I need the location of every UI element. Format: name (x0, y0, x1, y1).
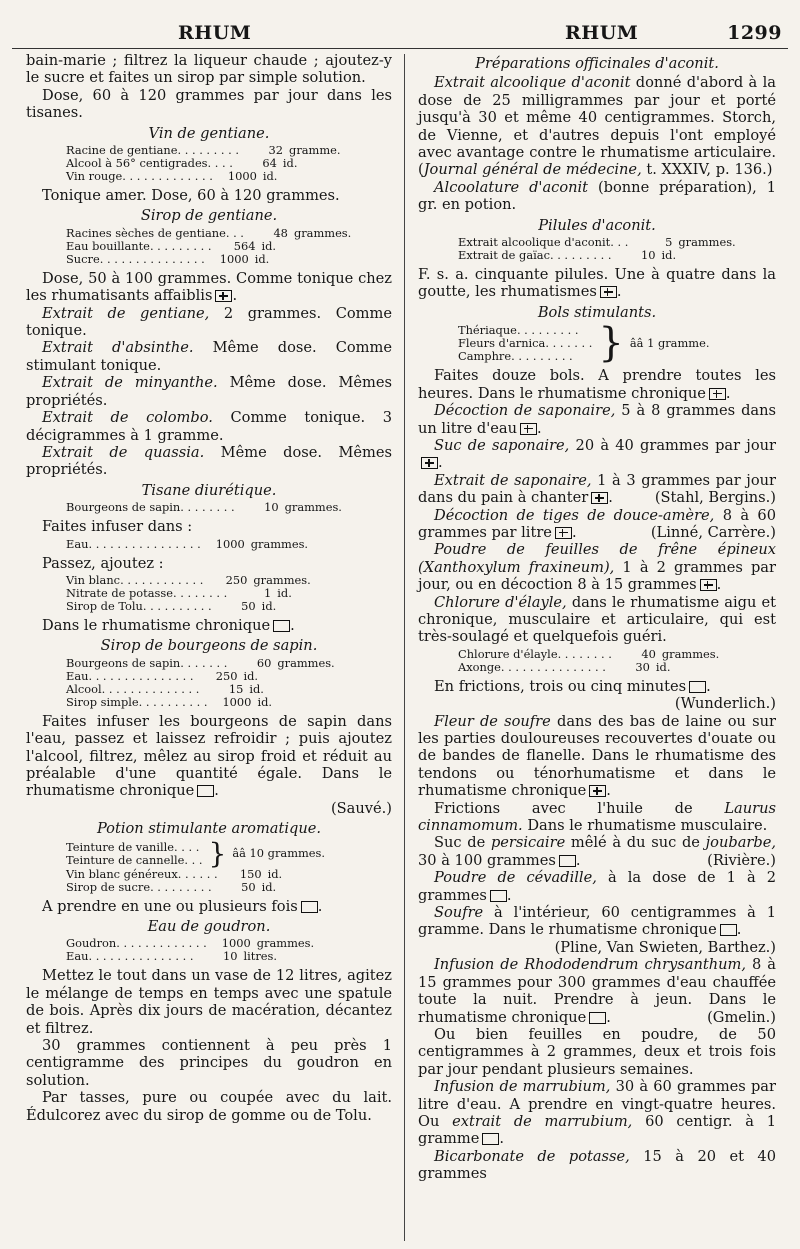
ingredient-name: Racines sèches de gentiane (66, 225, 226, 240)
ingredient-name: Extrait alcoolique d'aconit (458, 235, 611, 250)
recipe-eau (66, 538, 392, 551)
paragraph-text: 30 à 60 grammes par litre d'eau. A prendre en vingt-quatre heures. Ou (418, 1078, 776, 1130)
leader-dots: . . . . . . . . . . (138, 694, 208, 709)
leader-dots: . . . . . . . . . (150, 879, 212, 894)
paragraph: Faites infuser dans : (42, 518, 193, 536)
brace-glyph: } (598, 320, 624, 367)
recipe-pilules (458, 236, 776, 262)
empty-box-icon (720, 924, 737, 936)
paragraph (26, 444, 392, 479)
ingredient-quantity: 250 (215, 668, 238, 683)
recipe-vin-gentiane (66, 144, 392, 183)
paragraph: Suc de persicaire mêlé à du suc de joubarbe, 30 à 100 grammes . (Rivière.) (418, 834, 776, 869)
citation: (Gmelin.) (707, 1008, 776, 1026)
drug-name: Décoction de saponaire, (434, 402, 616, 420)
brace-quantity: ââ 1 gramme. (629, 335, 710, 350)
paragraph-text: (bonne préparation), 1 gr. en potion. (418, 178, 777, 214)
drug-name: Poudre de cévadille, (434, 869, 597, 887)
leader-dots: . . . . . . . . . (177, 143, 240, 158)
citation: (Linné, Carrère.) (650, 523, 776, 541)
paragraph: Tonique amer. Dose, 60 à 120 grammes. (42, 187, 340, 205)
ingredient-name: Chlorure d'élayle (458, 646, 558, 661)
plus-box-icon (700, 579, 717, 591)
leader-dots: . . . . . . . . . . . . . . . (500, 659, 606, 674)
ingredient-name: Eau (66, 536, 89, 551)
ingredient-unit: id. (257, 694, 272, 709)
recipe-heading: Eau de goudron. (147, 918, 271, 935)
leader-dots: . . . (184, 852, 203, 867)
left-column (26, 52, 392, 1124)
paragraph: Infusion de Rhododendrum chrysanthum, 8 à 15 grammes pour 300 grammes d'eau chauffée toute la nuit. Prendre à jeun. Dans le rhumatisme chronique . (Gmelin.) (418, 956, 777, 1026)
drug-name: Extrait d'absinthe. (42, 339, 194, 357)
paragraph-text: F. s. a. cinquante pilules. Une à quatre dans la goutte, les rhumatismes (418, 266, 776, 301)
leader-dots: . . . . . . . . (172, 585, 228, 600)
leader-dots: . . . . . . . . (557, 646, 612, 661)
drug-name: Poudre de feuilles de frêne épineux (Xanthoxylum fraxineum), (418, 541, 776, 576)
ingredient-row (458, 249, 776, 262)
paragraph-text: A prendre en une ou plusieurs fois (42, 897, 298, 915)
plus-box-icon (600, 286, 617, 298)
paragraph: Dans le rhumatisme chronique . (42, 616, 295, 634)
paragraph-text: Dans le rhumatisme chronique (42, 616, 271, 634)
recipe-heading: Tisane diurétique. (141, 481, 277, 499)
leader-dots: . . . (610, 235, 629, 250)
leader-dots: . . . . . . . . . . . . . . (101, 681, 200, 696)
ingredient-quantity: 1000 (227, 169, 257, 184)
paragraph-text: donné d'abord à la dose de 25 milligrammes par jour et porté jusqu'à 30 et même 40 centigrammes. Storch, de Vienne, et d'autres depuis l'ont employé avec avantage contre le rhumatisme articulaire. ( (418, 74, 776, 179)
paragraph: Passez, ajoutez : (42, 554, 164, 572)
ingredient-quantity: 5 (665, 235, 673, 250)
citation: (Wunderlich.) (674, 695, 776, 713)
citation: (Rivière.) (707, 851, 776, 869)
ingredient-quantity: 15 (228, 681, 244, 696)
ingredient-quantity: 1000 (221, 936, 251, 951)
ingredient-name: Sirop de Tolu (66, 598, 143, 613)
paragraph-text: Comme tonique. 3 décigrammes à 1 gramme. (26, 409, 392, 444)
ingredient-unit: grammes. (256, 936, 315, 951)
drug-name: Extrait alcoolique d'aconit (434, 74, 631, 92)
ingredient-name: Fleurs d'arnica (458, 335, 546, 350)
ingredient-name: Sucre (66, 251, 100, 266)
ingredient-row (458, 350, 592, 363)
drug-name: persicaire (490, 834, 566, 852)
drug-name: Infusion de marrubium, (434, 1078, 611, 1096)
recipe-heading: Vin de gentiane. (148, 124, 270, 142)
ingredient-row (66, 657, 392, 670)
ingredient-quantity: 10 (222, 949, 238, 964)
leader-dots: . . . . . . . . . (516, 322, 579, 337)
paragraph: En frictions, trois ou cinq minutes . (434, 677, 711, 695)
leader-dots: . . . . . . . . . . (142, 598, 212, 613)
ingredient-name: Sirop simple (66, 694, 139, 709)
ingredient-quantity: 10 (264, 500, 279, 515)
ingredient-unit: grammes. (293, 225, 352, 240)
paragraph: A prendre en une ou plusieurs fois . (42, 897, 323, 915)
drug-name: Laurus cinnamomum. (418, 799, 776, 835)
ingredient-unit: id. (249, 681, 264, 696)
recipe-eau-goudron (66, 937, 392, 963)
ingredient-row (66, 538, 392, 551)
leader-dots: . . . . . . . . (180, 500, 235, 515)
ingredient-unit: id. (243, 668, 259, 683)
paragraph: Faites infuser les bourgeons de sapin dans l'eau, passez et laissez refroidir ; puis ajoutez l'alcool, filtrez, mêlez au sirop froid et réduit au préalable d'une quantité égale. Dans le rhumatisme chronique . (26, 712, 392, 800)
paragraph-text: Dose, 50 à 100 grammes. Comme tonique chez les rhumatisants affaiblis (26, 269, 392, 305)
paragraph: F. s. a. cinquante pilules. Une à quatre dans la goutte, les rhumatismes . (418, 266, 776, 301)
leader-dots: . . . . . . . . . . . . . . . (88, 668, 194, 683)
paragraph: Poudre de feuilles de frêne épineux (Xanthoxylum fraxineum), 1 à 2 grammes par jour, ou en décoction 8 à 15 grammes . (418, 541, 776, 594)
paragraph-text: t. XXXIV, p. 136.) (641, 161, 773, 179)
recipe-sirop-gentiane (66, 227, 392, 266)
plus-box-icon (591, 492, 608, 504)
plus-box-icon (589, 785, 606, 797)
paragraph-text: Frictions avec l'huile de (434, 799, 725, 817)
paragraph: Infusion de marrubium, 30 à 60 grammes par litre d'eau. A prendre en vingt-quatre heures. Ou extrait de marrubium, 60 centigr. à 1 gramme . (418, 1078, 776, 1148)
ingredient-name: Eau bouillante (66, 238, 150, 253)
ingredient-quantity: 1000 (222, 694, 252, 709)
citation: (Sauvé.) (330, 799, 392, 817)
paragraph: Mettez le tout dans un vase de 12 litres, agitez le mélange de temps en temps avec une spatule de bois. Après dix jours de macération, décantez et filtrez. (26, 967, 392, 1037)
ingredient-name: Axonge (458, 659, 501, 674)
plus-box-icon (709, 388, 726, 400)
ingredient-row (66, 253, 392, 266)
empty-box-icon (482, 1133, 499, 1145)
leader-dots: . . . . . . . . . . . . . . . (88, 949, 194, 964)
paragraph: Extrait de saponaire, 1 à 3 grammes par jour dans du pain à chanter . (Stahl, Bergins.) (418, 471, 776, 507)
recipe-rows (66, 868, 392, 894)
empty-box-icon (589, 1012, 606, 1024)
paragraph: Poudre de cévadille, à la dose de 1 à 2 grammes . (418, 869, 777, 904)
paragraph-text: Faites infuser les bourgeons de sapin dans l'eau, passez et laissez refroidir ; puis ajoutez l'alcool, filtrez, mêlez au sirop froid et réduit au préalable d'une quantité égale. Dans le rhumatisme chronique (26, 712, 392, 800)
ingredient-unit: id. (261, 238, 277, 253)
leader-dots: . . . (225, 225, 244, 240)
paragraph (26, 339, 392, 374)
empty-box-icon (197, 785, 214, 797)
paragraph-text: 8 à 15 grammes pour 300 grammes d'eau chauffée toute la nuit. Prendre à jeun. Dans le rhumatisme chronique (418, 956, 777, 1026)
empty-box-icon (490, 890, 507, 902)
ingredient-name: Teinture de vanille (66, 839, 175, 854)
running-head-left: RHUM (178, 22, 252, 44)
page-number: 1299 (727, 22, 782, 44)
ingredient-name: Racine de gentiane (66, 143, 178, 158)
drug-name: Décoction de tiges de douce-amère, (434, 506, 715, 524)
ingredient-row (458, 648, 776, 661)
paragraph: Décoction de saponaire, 5 à 8 grammes dans un litre d'eau . (418, 402, 777, 437)
ingredient-quantity: 60 (256, 655, 272, 670)
ingredient-unit: id. (661, 248, 677, 263)
recipe-heading: Bols stimulants. (537, 303, 657, 321)
recipe-passez (66, 574, 392, 613)
ingredient-unit: id. (261, 598, 277, 613)
paragraph-text: à l'intérieur, 60 centigrammes à 1 gramme. Dans le rhumatisme chronique (418, 904, 776, 939)
paragraph-text: à la dose de 1 à 2 grammes (418, 869, 777, 904)
ingredient-name: Thériaque (458, 322, 517, 337)
drug-name: Chlorure d'élayle, (434, 593, 567, 611)
ingredient-unit: id. (282, 156, 298, 171)
ingredient-name: Nitrate de potasse (66, 585, 173, 600)
brace-group (458, 320, 776, 367)
ingredient-unit: grammes. (253, 572, 311, 587)
paragraph (418, 74, 776, 178)
paragraph: Fleur de soufre dans des bas de laine ou sur les parties douloureuses recouvertes d'ouate ou de bandes de flanelle. Dans le rhumatisme des tendons ou ténorhumatisme et dans le rhumatisme chronique . (418, 712, 776, 800)
journal-title: Journal général de médecine, (423, 161, 642, 179)
leader-dots: . . . . . . . . . . . . . . . (99, 251, 205, 266)
ingredient-quantity: 1 (264, 585, 272, 600)
paragraph (418, 594, 776, 646)
ingredient-row (66, 501, 392, 514)
paragraph-text: 1 à 2 grammes par jour, ou en décoction 8 à 15 grammes (418, 558, 776, 594)
recipe-bols (458, 320, 776, 367)
paragraph-text: Suc de (434, 834, 491, 852)
ingredient-unit: litres. (243, 949, 277, 964)
citation: (Pline, Van Swieten, Barthez.) (554, 938, 776, 956)
ingredient-name: Eau (66, 668, 89, 683)
paragraph-text: 1 à 3 grammes par jour dans du pain à chanter (418, 471, 776, 507)
paragraph-text: 5 à 8 grammes dans un litre d'eau (418, 402, 777, 437)
ingredient-name: Bourgeons de sapin (66, 655, 181, 670)
paragraph: Ou bien feuilles en poudre, de 50 centigrammes à 2 grammes, deux et trois fois par jour pendant plusieurs semaines. (418, 1025, 776, 1078)
paragraph-text: dans des bas de laine ou sur les parties douloureuses recouvertes d'ouate ou de bandes de flanelle. Dans le rhumatisme des tendons ou ténorhumatisme et dans le rhumatisme chronique (418, 712, 776, 800)
drug-name: Extrait de quassia. (42, 443, 205, 461)
drug-name: extrait de marrubium, (452, 1112, 633, 1130)
paragraph-text: Dans le rhumatisme musculaire. (522, 817, 768, 835)
drug-name: Extrait de colombo. (42, 409, 213, 427)
ingredient-quantity: 564 (233, 238, 256, 253)
recipe-tisane (66, 501, 392, 514)
ingredient-quantity: 150 (239, 866, 262, 881)
ingredient-name: Eau (66, 949, 89, 964)
paragraph (26, 409, 392, 444)
paragraph-text: Faites douze bols. A prendre toutes les heures. Dans le rhumatisme chronique (418, 367, 776, 402)
citation: (Stahl, Bergins.) (654, 489, 776, 507)
ingredient-unit: gramme. (289, 143, 341, 158)
column-divider (404, 54, 405, 1241)
recipe-heading: Sirop de gentiane. (140, 207, 278, 225)
paragraph (418, 1148, 776, 1183)
paragraph (26, 305, 392, 340)
ingredient-row (66, 696, 392, 709)
ingredient-unit: id. (267, 866, 283, 881)
plus-box-icon (520, 423, 537, 435)
paragraph: Décoction de tiges de douce-amère, 8 à 60 grammes par litre . (Linné, Carrère.) (418, 506, 776, 541)
leader-dots: . . . . (207, 156, 233, 171)
section-heading: Préparations officinales d'aconit. (475, 55, 719, 72)
brace-quantity: ââ 10 grammes. (232, 846, 326, 861)
drug-name: Extrait de minyanthe. (42, 374, 218, 392)
ingredient-quantity: 1000 (219, 251, 249, 266)
plus-box-icon (215, 290, 232, 302)
ingredient-quantity: 40 (641, 646, 656, 661)
drug-name: Extrait de saponaire, (434, 471, 592, 489)
ingredient-row (66, 950, 392, 963)
empty-box-icon (559, 855, 576, 867)
paragraph-text: 20 à 40 grammes par jour (569, 436, 776, 454)
paragraph-text: 2 grammes. Comme tonique. (26, 304, 392, 340)
drug-name: Bicarbonate de potasse, (434, 1147, 630, 1165)
ingredient-unit: id. (261, 879, 277, 894)
paragraph-text: 15 à 20 et 40 grammes (418, 1147, 776, 1183)
ingredient-quantity: 48 (273, 225, 288, 240)
ingredient-unit: id. (254, 251, 270, 266)
leader-dots: . . . . . . . . . (149, 238, 212, 253)
ingredient-quantity: 64 (262, 156, 277, 171)
paragraph: 30 grammes contiennent à peu près 1 centigramme des principes du goudron en solution. (26, 1037, 392, 1089)
ingredient-name: Extrait de gaïac (458, 248, 550, 263)
header-rule (12, 48, 788, 49)
leader-dots: . . . . . . . . . . . . . . . . (88, 536, 201, 551)
empty-box-icon (273, 620, 290, 632)
paragraph (418, 800, 776, 835)
ingredient-row (66, 881, 392, 894)
ingredient-name: Teinture de cannelle (66, 852, 185, 867)
paragraph-text: mêlé à du suc de (565, 834, 706, 852)
ingredient-row (66, 170, 392, 183)
paragraph: Dose, 60 à 120 grammes par jour dans les tisanes. (26, 86, 392, 122)
leader-dots: . . . . . . . (180, 655, 228, 670)
plus-box-icon (555, 527, 572, 539)
ingredient-quantity: 32 (268, 143, 284, 158)
paragraph-text: 30 à 100 grammes (418, 851, 556, 869)
plus-box-icon (421, 457, 438, 469)
ingredient-name: Vin blanc généreux (66, 866, 178, 881)
drug-name: Soufre (434, 904, 484, 922)
drug-name: Fleur de soufre (434, 712, 551, 730)
drug-name: Suc de saponaire, (434, 436, 570, 454)
leader-dots: . . . . . . . . . . . . . (116, 936, 207, 951)
ingredient-unit: id. (655, 659, 671, 674)
brace-glyph: } (208, 836, 227, 870)
leader-dots: . . . . . . . . . (549, 248, 612, 263)
ingredient-name: Alcool à 56° centigrades (66, 156, 208, 171)
ingredient-unit: grammes. (661, 646, 720, 661)
ingredient-quantity: 10 (641, 248, 656, 263)
paragraph: bain-marie ; filtrez la liqueur chaude ; ajoutez-y le sucre et faites un sirop par simple solution. (26, 52, 392, 87)
ingredient-name: Bourgeons de sapin (66, 500, 181, 515)
right-column (418, 52, 776, 1183)
leader-dots: . . . . . . . . . . . . . (122, 169, 213, 184)
ingredient-quantity: 30 (635, 659, 650, 674)
drug-name: joubarbe, (705, 834, 776, 852)
leader-dots: . . . . (174, 839, 200, 854)
empty-box-icon (689, 681, 706, 693)
leader-dots: . . . . . . (177, 866, 218, 881)
brace-group (66, 836, 392, 870)
recipe-potion (66, 836, 392, 894)
brace-items (458, 324, 592, 363)
ingredient-unit: id. (262, 169, 278, 184)
ingredient-name: Camphre (458, 348, 512, 363)
drug-name: Extrait de gentiane, (42, 304, 210, 322)
paragraph-text: 8 à 60 grammes par litre (418, 506, 776, 541)
paragraph: Faites douze bols. A prendre toutes les heures. Dans le rhumatisme chronique . (418, 367, 776, 402)
recipe-heading: Sirop de bourgeons de sapin. (100, 637, 318, 655)
recipe-heading: Pilules d'aconit. (538, 216, 656, 234)
ingredient-row (66, 600, 392, 613)
paragraph (418, 179, 776, 214)
ingredient-unit: id. (277, 585, 292, 600)
paragraph-text: Même dose. Comme stimulant tonique. (26, 339, 392, 374)
paragraph-text: dans le rhumatisme aigu et chronique, musculaire et articulaire, qui est très-soulagé et quelquefois guéri. (418, 593, 776, 646)
ingredient-quantity: 50 (241, 598, 256, 613)
drug-name: Alcoolature d'aconit (434, 178, 589, 196)
leader-dots: . . . . . . . . . (511, 348, 573, 363)
brace-items (66, 841, 203, 867)
ingredient-unit: grammes. (250, 536, 309, 551)
ingredient-unit: grammes. (277, 655, 335, 670)
recipe-sirop-bourgeons (66, 657, 392, 709)
paragraph: Soufre à l'intérieur, 60 centigrammes à 1 gramme. Dans le rhumatisme chronique . (418, 904, 776, 939)
paragraph-text: Même dose. Mêmes propriétés. (26, 374, 392, 409)
ingredient-unit: grammes. (678, 235, 736, 250)
empty-box-icon (301, 901, 318, 913)
ingredient-quantity: 50 (241, 879, 256, 894)
recipe-heading: Potion stimulante aromatique. (96, 820, 322, 838)
ingredient-name: Vin rouge (66, 169, 123, 184)
ingredient-quantity: 250 (225, 572, 248, 587)
ingredient-row (66, 854, 203, 867)
ingredient-row (458, 661, 776, 674)
ingredient-name: Sirop de sucre (66, 879, 151, 894)
ingredient-unit: grammes. (284, 500, 342, 515)
paragraph: Par tasses, pure ou coupée avec du lait. Édulcorez avec du sirop de gomme ou de Tolu. (26, 1089, 392, 1124)
paragraph (26, 374, 392, 409)
ingredient-name: Vin blanc (66, 572, 121, 587)
paragraph: Suc de saponaire, 20 à 40 grammes par jour. (418, 437, 776, 472)
leader-dots: . . . . . . . (545, 335, 593, 350)
ingredient-quantity: 1000 (215, 536, 245, 551)
paragraph-text: En frictions, trois ou cinq minutes (434, 677, 687, 695)
paragraph: Dose, 50 à 100 grammes. Comme tonique chez les rhumatisants affaiblis . (26, 269, 392, 305)
running-head-right: RHUM (565, 22, 639, 44)
paragraph-text: 60 centigr. à 1 gramme (418, 1112, 776, 1148)
ingredient-name: Goudron (66, 936, 117, 951)
drug-name: Infusion de Rhododendrum chrysanthum, (434, 956, 747, 974)
ingredient-row (66, 670, 392, 683)
ingredient-name: Alcool (66, 681, 102, 696)
recipe-chlorure (458, 648, 776, 674)
leader-dots: . . . . . . . . . . . . (120, 572, 204, 587)
ingredient-row (66, 240, 392, 253)
paragraph-text: Même dose. Mêmes propriétés. (26, 443, 392, 479)
